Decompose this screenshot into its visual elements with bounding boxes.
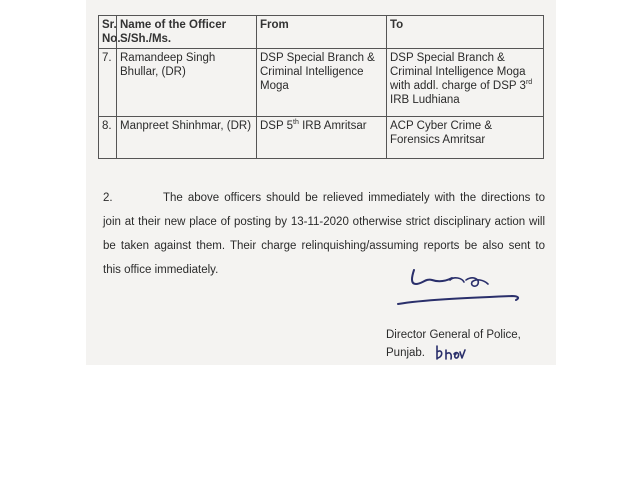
header-officer-name: Name of the Officer S/Sh./Ms.	[117, 16, 257, 49]
cell-from: DSP Special Branch & Criminal Intelligence Moga	[257, 49, 387, 117]
header-sr-no: Sr. No.	[99, 16, 117, 49]
cell-from: DSP 5th IRB Amritsar	[257, 117, 387, 159]
cell-to: ACP Cyber Crime & Forensics Amritsar	[387, 117, 544, 159]
table-row	[99, 49, 544, 117]
paragraph-text: The above officers should be relieved immediately with the directions to join at their new place of posting by 13-11-2020 otherwise strict disciplinary action will be taken against them. Their charge relinquishing/assuming reports be also sent to this office immediately.	[103, 192, 545, 276]
signatory-block	[386, 327, 546, 362]
initials-signature	[434, 344, 466, 362]
header-to: To	[387, 16, 544, 49]
cell-officer-name: Manpreet Shinhmar, (DR)	[117, 117, 257, 159]
transfer-table	[98, 15, 544, 159]
signatory-state: Punjab.	[386, 347, 426, 360]
signatory-state-line	[386, 344, 546, 362]
cell-sr: 7.	[99, 49, 117, 117]
cell-officer-name: Ramandeep Singh Bhullar, (DR)	[117, 49, 257, 117]
paragraph-number: 2.	[103, 192, 113, 204]
cell-to: DSP Special Branch & Criminal Intelligence Moga with addl. charge of DSP 3rd IRB Ludhiana	[387, 49, 544, 117]
header-from: From	[257, 16, 387, 49]
signature	[392, 262, 522, 312]
signatory-designation: Director General of Police,	[386, 329, 521, 341]
table-row	[99, 117, 544, 159]
cell-sr: 8.	[99, 117, 117, 159]
table-header-row	[99, 16, 544, 49]
